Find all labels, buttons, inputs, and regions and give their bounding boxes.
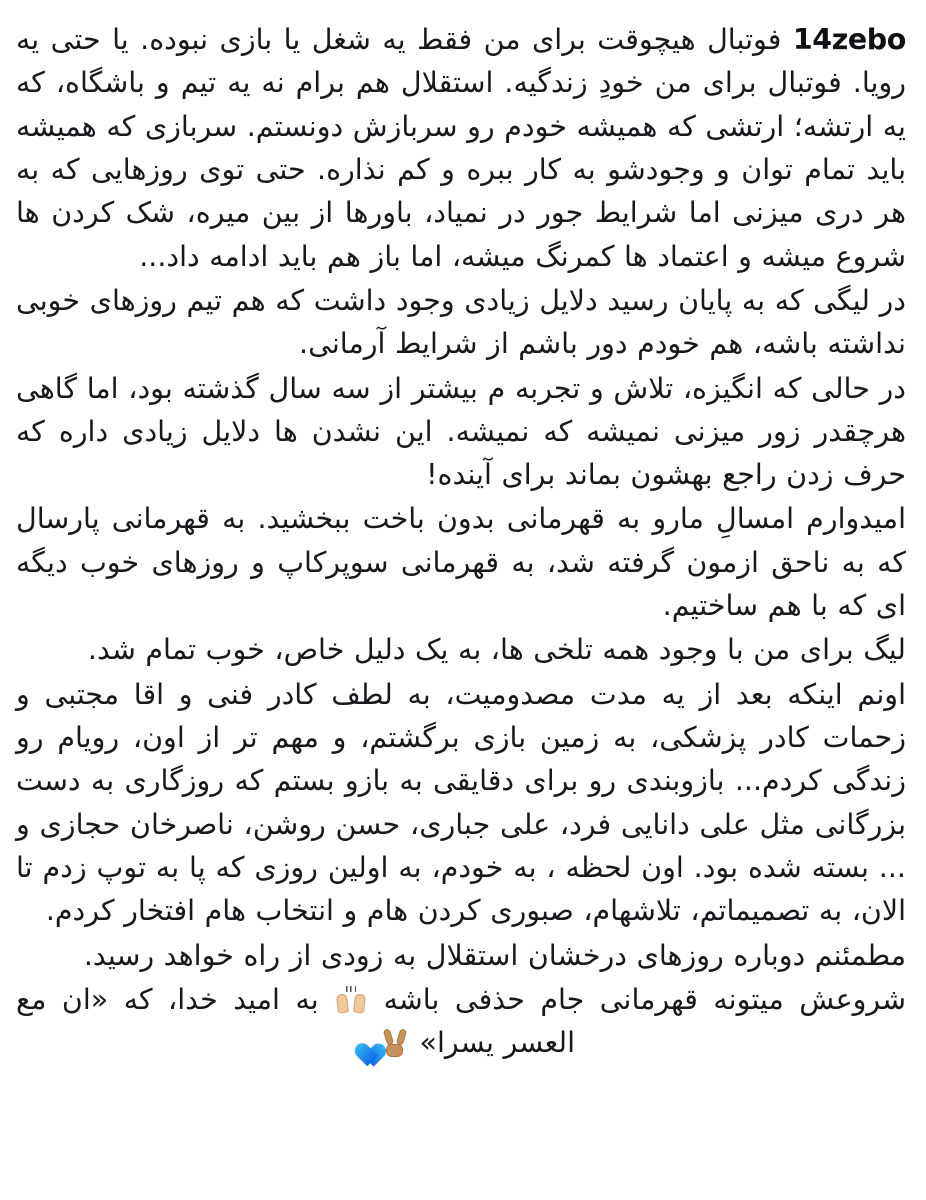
post-paragraph-7-text: مطمئنم دوباره روزهای درخشان استقلال به زودی از راه خواهد رسید.	[83, 938, 906, 972]
post-paragraph-6	[16, 673, 906, 933]
post-paragraph-4-text: امیدوارم امسالِ مارو به قهرمانی بدون باخت ببخشید. به قهرمانی پارسال که به ناحق ازمون گرفته شد، به قهرمانی سوپرکاپ و روزهای خوب دیگه ای که با هم ساختیم.	[16, 502, 906, 623]
post-paragraph-3-text: در حالی که انگیزه، تلاش و تجربه م بیشتر از سه سال گذشته بود، اما گاهی هرچقدر زور میزنی نمیشه که نمیشه. این نشدن ها دلایل زیادی داره که حرف زدن راجع بهشون بماند برای آینده!	[16, 371, 906, 492]
post-paragraph-7	[16, 934, 906, 977]
post-text-body	[16, 18, 906, 1065]
post-username[interactable]: 14zebo	[792, 23, 906, 56]
post-paragraph-4	[16, 497, 906, 627]
post-paragraph-1	[16, 18, 906, 278]
post-paragraph-3	[16, 367, 906, 497]
post-paragraph-2	[16, 279, 906, 366]
raising-hands-emoji	[336, 986, 366, 1014]
post-paragraph-2-text: در لیگی که به پایان رسید دلایل زیادی وجود داشت که هم تیم روزهای خوبی نداشته باشه، هم خودم دور باشم از شرایط آرمانی.	[16, 283, 906, 361]
post-paragraph-5	[16, 628, 906, 671]
post-paragraph-8-text-part-b: به امید خدا، که «ان مع العسر یسرا»	[16, 982, 576, 1060]
post-paragraph-5-text: لیگ برای من با وجود همه تلخی ها، به یک دلیل خاص، خوب تمام شد.	[87, 633, 906, 667]
blue-heart-emoji	[349, 1030, 378, 1057]
post-paragraph-8	[16, 978, 906, 1065]
post-paragraph-8-text-part-a: شروعش میتونه قهرمانی جام حذفی باشه	[368, 982, 906, 1016]
post-paragraph-6-text: اونم اینکه بعد از یه مدت مصدومیت، به لطف کادر فنی و اقا مجتبی و زحمات کادر پزشکی، به زمین بازی برگشتم، و مهم تر از اون، رویام رو زندگی کردم... بازوبندی رو برای دقایقی به بازو بستم که روزگاری به دست بزرگانی مثل علی دانایی فرد، علی جباری، حسن روشن، ناصرخان حجازی و ... بسته شده بود. اون لحظه ، به خودم، به اولین روزی که پا به توپ زدم تا الان، به تصمیماتم، تلاشهام، صبوری کردن هام و انتخاب هام افتخار کردم.	[16, 677, 906, 928]
post-paragraph-1-text: فوتبال هیچوقت برای من فقط یه شغل یا بازی نبوده. یا حتی یه رویا. فوتبال برای من خودِ زندگیه. استقلال هم برام نه یه تیم و باشگاه، که یه ارتشه؛ ارتشی که همیشه خودم رو سربازش دونستم. سربازی که همیشه باید تمام توان و وجودشو به کار ببره و کم نذاره. حتی توی روزهایی که به هر دری میزنی اما شرایط جور در نمیاد، باورها از بین میره، شک کردن ها شروع میشه و اعتماد ها کمرنگ میشه، اما باز هم باید ادامه داد...	[16, 23, 906, 273]
